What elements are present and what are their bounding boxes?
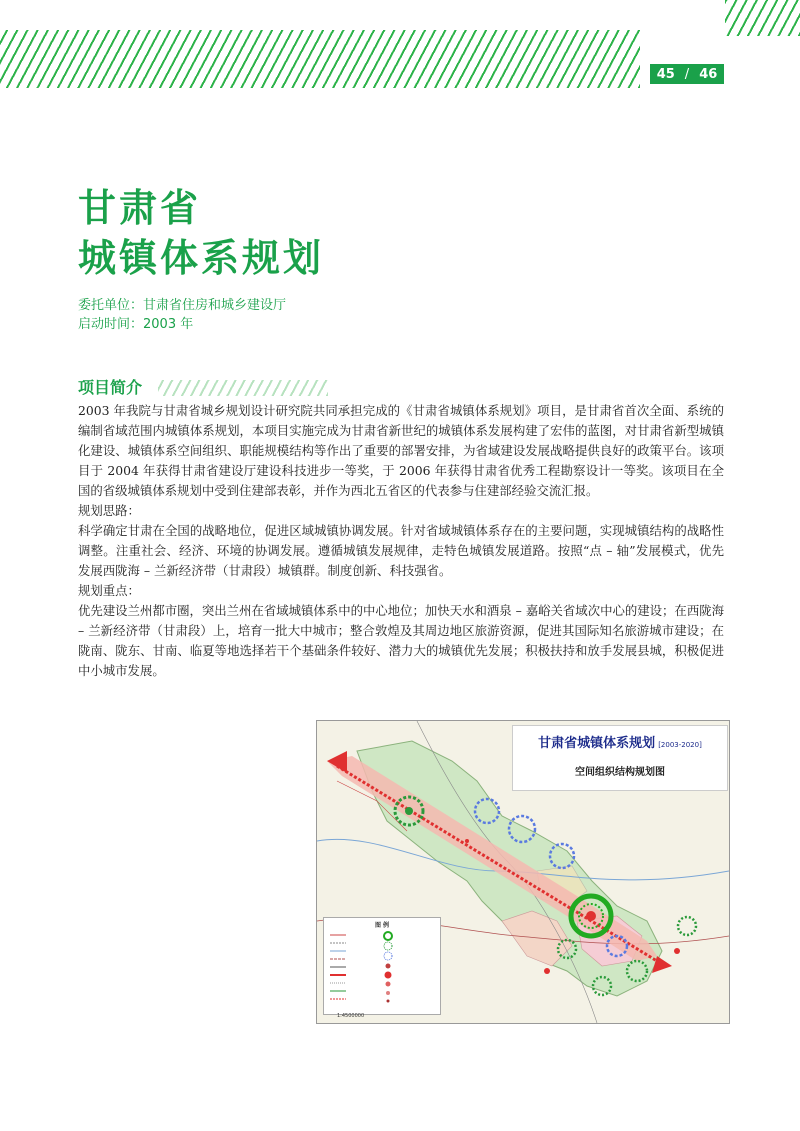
section-heading-label: 项目简介: [78, 378, 143, 397]
legend-title: 图 例: [374, 922, 390, 929]
paragraph-approach-label: 规划思路：: [78, 503, 140, 518]
project-description: [78, 401, 724, 681]
legend-symbols: [324, 929, 440, 1013]
map-title: [513, 732, 727, 751]
page-number-separator: /: [684, 66, 690, 82]
paragraph-approach: 科学确定甘肃在全国的战略地位，促进区域城镇协调发展。针对省域城镇体系存在的主要问题，实现城镇结构的战略性调整。注重社会、经济、环境的协调发展。遵循城镇发展规律，走特色城镇发展道路。按照“点 – 轴”发展模式，优先发展西陇海 – 兰新经济带（甘肃段）城镇群。制度创新、科技强省。: [78, 523, 724, 578]
page-number-left: 45: [656, 66, 675, 82]
map-title-text: 甘肃省城镇体系规划: [538, 736, 656, 751]
section-heading-hatch: [158, 380, 328, 396]
paragraph-intro: 2003 年我院与甘肃省城乡规划设计研究院共同承担完成的《甘肃省城镇体系规划》项目，是甘肃省首次全面、系统的编制省域范围内城镇体系规划，本项目实施完成为甘肃省新世纪的城镇体系发展构建了宏伟的蓝图，对甘肃省新型城镇化建设、城镇体系空间组织、职能规模结构等作出了重要的部署安排，为省域建设发展战略提供良好的政策平台。该项目于 2004 年获得甘肃省建设厅建设科技进步一等奖，于 2006 年获得甘肃省优秀工程勘察设计一等奖。该项目在全国的省级城镇体系规划中受到住建部表彰，并作为西北五省区的代表参与住建部经验交流汇报。: [78, 403, 724, 498]
map-scale: 1:4500000: [337, 1013, 365, 1019]
client-line: 委托单位：甘肃省住房和城乡建设厅: [78, 298, 287, 313]
map-title-years: [2003-2020]: [658, 741, 702, 749]
page-number-badge: [650, 64, 724, 84]
title-line-2: 城镇体系规划: [78, 236, 325, 280]
title-line-1: 甘肃省: [78, 186, 202, 230]
decorative-stripes-top: [0, 30, 640, 88]
project-meta: [78, 296, 286, 334]
paragraph-focus: 优先建设兰州都市圈，突出兰州在省域城镇体系中的中心地位；加快天水和酒泉 – 嘉峪关省域次中心的建设；在西陇海 – 兰新经济带（甘肃段）上，培育一批大中城市；整合敦煌及其周边地区旅游资源，促进其国际知名旅游城市建设；在陇南、陇东、甘南、临夏等地选择若干个基础条件较好、潜力大的城镇优先发展；积极扶持和放手发展县城，积极促进中小城市发展。: [78, 603, 724, 678]
map-subtitle: 空间组织结构规划图: [575, 767, 665, 778]
map-title-box: [512, 725, 728, 791]
start-time-line: 启动时间：2003 年: [78, 317, 194, 332]
page-number-right: 46: [699, 66, 718, 82]
page-title: [78, 183, 324, 283]
planning-map: [316, 720, 730, 1024]
paragraph-focus-label: 规划重点：: [78, 583, 140, 598]
section-heading: [78, 376, 328, 400]
map-legend: [323, 917, 441, 1015]
decorative-stripes-corner: [725, 0, 800, 36]
